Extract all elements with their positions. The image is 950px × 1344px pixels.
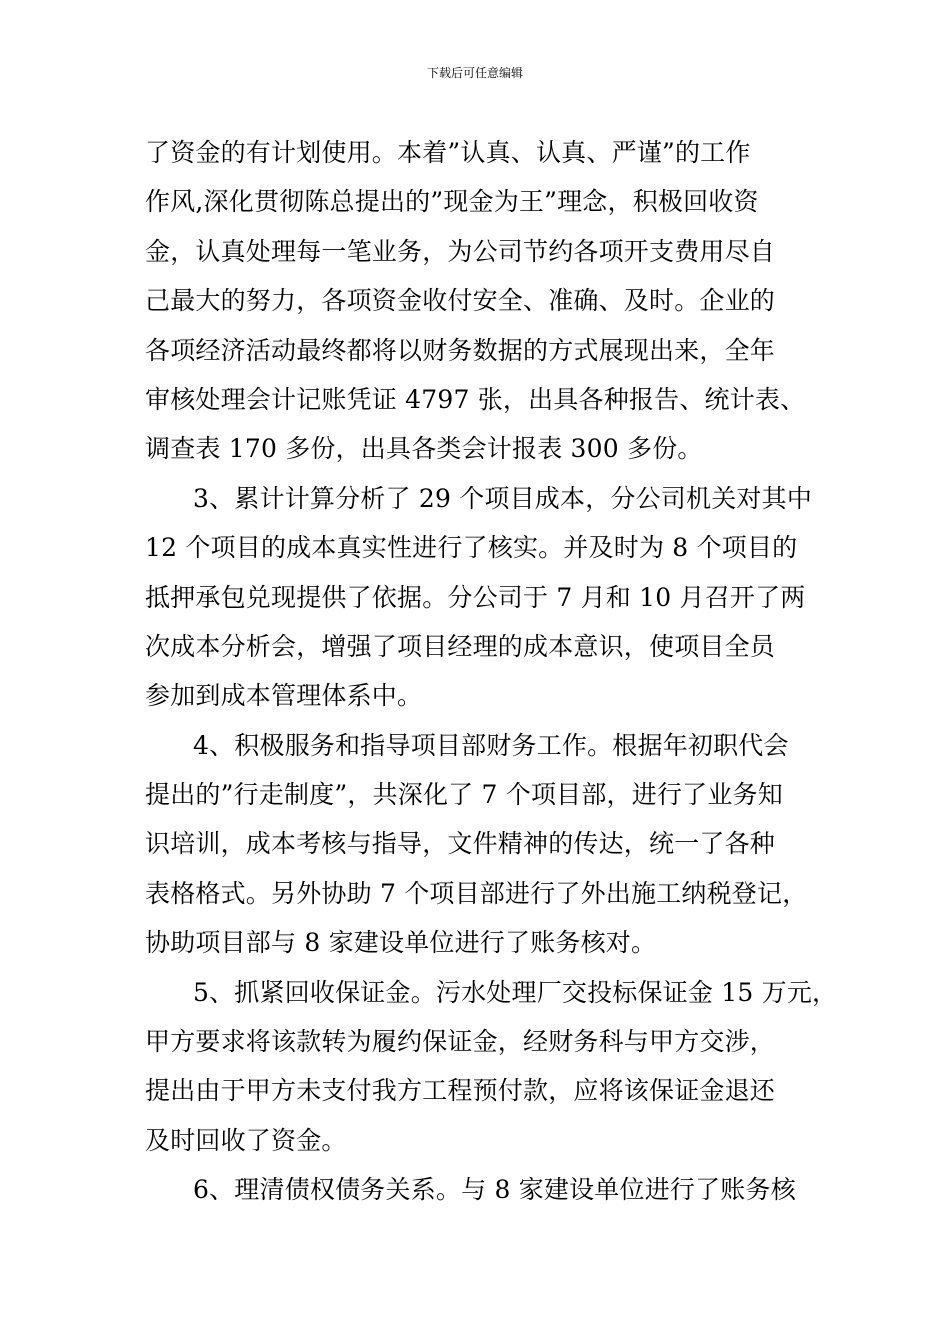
- text-line: 各项经济活动最终都将以财务数据的方式展现出来，全年: [145, 335, 776, 365]
- paragraph-start-line: 5、抓紧回收保证金。污水处理厂交投标保证金 15 万元，: [193, 977, 838, 1007]
- text-line: 甲方要求将该款转为履约保证金，经财务科与甲方交涉，: [145, 1027, 776, 1057]
- paragraph-start-line: 4、积极服务和指导项目部财务工作。根据年初职代会: [193, 730, 789, 760]
- text-line: 己最大的努力，各项资金收付安全、准确、及时。企业的: [145, 286, 776, 316]
- text-line: 审核处理会计记账凭证 4797 张，出具各种报告、统计表、: [145, 384, 806, 414]
- paragraph-start-line: 6、理清债权债务关系。与 8 家建设单位进行了账务核: [193, 1175, 796, 1205]
- text-line: 提出的”行走制度”，共深化了 7 个项目部，进行了业务知: [145, 780, 783, 810]
- text-line: 12 个项目的成本真实性进行了核实。并及时为 8 个项目的: [145, 533, 798, 563]
- text-line: 次成本分析会，增强了项目经理的成本意识，使项目全员: [145, 631, 776, 661]
- text-line: 及时回收了资金。: [145, 1125, 347, 1155]
- text-line: 表格格式。另外协助 7 个项目部进行了外出施工纳税登记，: [145, 878, 808, 908]
- text-line: 金，认真处理每一笔业务，为公司节约各项开支费用尽自: [145, 236, 776, 266]
- text-line: 协助项目部与 8 家建设单位进行了账务核对。: [145, 928, 657, 958]
- text-line: 调查表 170 多份，出具各类会计报表 300 多份。: [145, 434, 703, 464]
- text-line: 识培训，成本考核与指导，文件精神的传达，统一了各种: [145, 829, 776, 859]
- page-header: 下载后可任意编辑: [426, 66, 523, 80]
- text-line: 参加到成本管理体系中。: [145, 681, 423, 711]
- paragraph-start-line: 3、累计计算分析了 29 个项目成本，分公司机关对其中: [193, 483, 813, 513]
- document-body: [145, 128, 838, 1215]
- text-line: 抵押承包兑现提供了依据。分公司于 7 月和 10 月召开了两: [145, 582, 806, 612]
- text-line: 作风,深化贯彻陈总提出的”现金为王”理念，积极回收资: [145, 187, 759, 217]
- text-line: 了资金的有计划使用。本着”认真、认真、严谨”的工作: [145, 138, 751, 167]
- text-line: 提出由于甲方未支付我方工程预付款，应将该保证金退还: [145, 1076, 776, 1106]
